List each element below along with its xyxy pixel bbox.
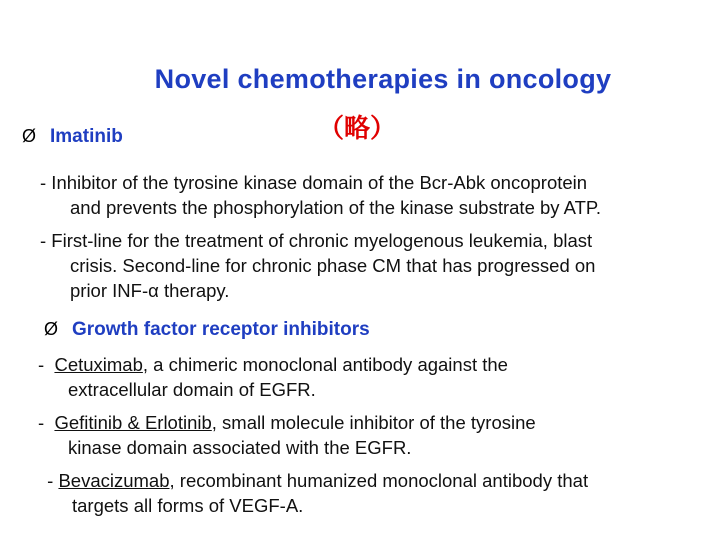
section-heading-label: Growth factor receptor inhibitors — [72, 319, 370, 340]
paragraph-line — [38, 354, 508, 375]
paragraph-line: and prevents the phosphorylation of the kinase substrate by ATP. — [70, 197, 602, 218]
drug-name: Cetuximab — [54, 354, 143, 375]
section-heading-growth-factor — [44, 319, 370, 341]
line-rest: , recombinant humanized monoclonal antibody that — [169, 470, 589, 491]
paragraph-line: targets all forms of VEGF-A. — [72, 495, 304, 516]
arrow-bullet-icon: Ø — [44, 319, 59, 339]
arrow-bullet-icon: Ø — [22, 126, 37, 146]
section-heading-imatinib — [22, 126, 123, 148]
slide-subtitle: （略） — [318, 114, 397, 144]
cetuximab-paragraph — [38, 352, 508, 402]
dash-prefix: - — [42, 470, 59, 491]
paragraph-line: prior INF-α therapy. — [70, 280, 230, 301]
paragraph-line: kinase domain associated with the EGFR. — [68, 437, 412, 458]
paragraph-line: - First-line for the treatment of chronic myelogenous leukemia, blast — [40, 230, 593, 251]
gefitinib-paragraph — [38, 410, 536, 460]
imatinib-paragraph-2 — [40, 228, 595, 303]
paragraph-line: - Inhibitor of the tyrosine kinase domain of the Bcr-Abk oncoprotein — [40, 172, 588, 193]
dash-prefix: - — [38, 412, 55, 433]
paragraph-line — [42, 470, 588, 491]
drug-name: Bevacizumab — [58, 470, 170, 491]
bevacizumab-paragraph — [42, 468, 588, 518]
line-rest: , a chimeric monoclonal antibody against the — [142, 354, 508, 375]
slide-title: Novel chemotherapies in oncology — [154, 64, 612, 94]
section-heading-label: Imatinib — [50, 126, 123, 147]
paragraph-line — [38, 412, 536, 433]
dash-prefix: - — [38, 354, 55, 375]
imatinib-paragraph-1 — [40, 170, 601, 220]
line-rest: , small molecule inhibitor of the tyrosine — [211, 412, 536, 433]
paragraph-line: crisis. Second-line for chronic phase CM that has progressed on — [70, 255, 596, 276]
drug-name: Gefitinib & Erlotinib — [54, 412, 212, 433]
paragraph-line: extracellular domain of EGFR. — [68, 379, 316, 400]
